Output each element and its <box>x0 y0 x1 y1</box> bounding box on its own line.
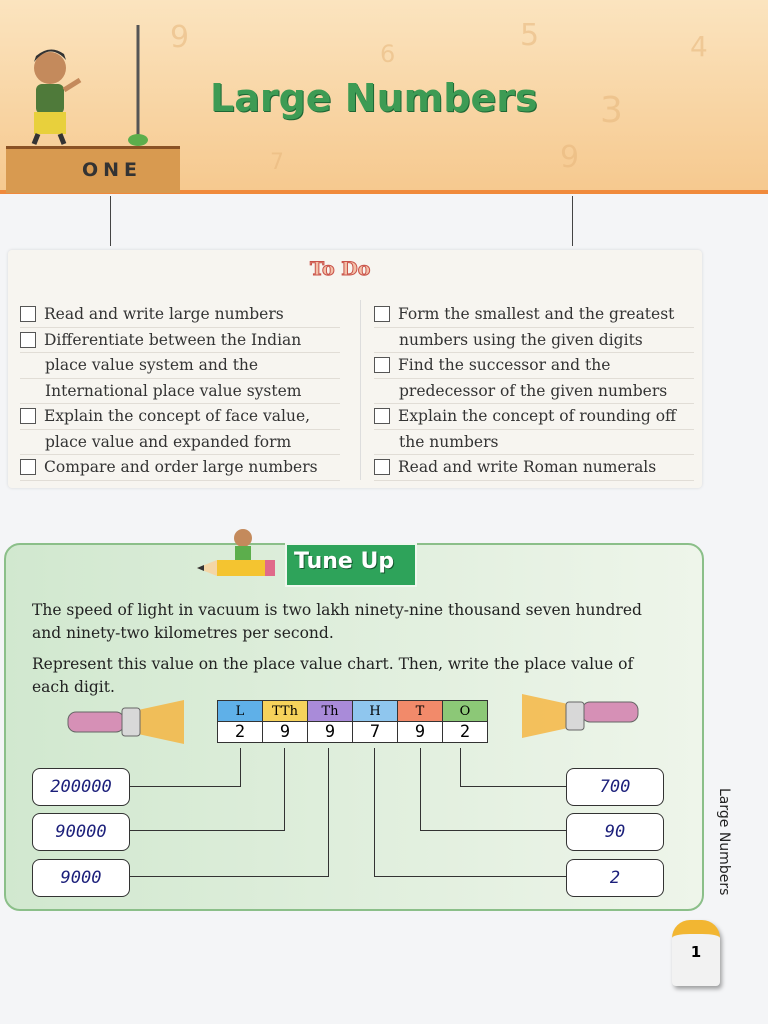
todo-item-continuation <box>374 328 694 354</box>
pencil-rider-illustration <box>195 524 280 584</box>
checkbox[interactable] <box>374 459 390 475</box>
header-lakh: L <box>218 701 263 722</box>
checkbox[interactable] <box>20 332 36 348</box>
doodle-digit: 7 <box>270 150 284 175</box>
checkbox[interactable] <box>20 459 36 475</box>
todo-item-text: Read and write large numbers <box>44 305 284 323</box>
todo-item-continuation <box>20 353 340 379</box>
digit-cell[interactable]: 9 <box>263 722 308 743</box>
answer-box-thousands[interactable]: 9000 <box>32 859 130 897</box>
header-hundreds: H <box>353 701 398 722</box>
todo-item-text: the numbers <box>399 432 499 451</box>
checkbox[interactable] <box>374 306 390 322</box>
digit-cell[interactable]: 9 <box>308 722 353 743</box>
checkbox[interactable] <box>20 306 36 322</box>
connector-line <box>128 748 329 877</box>
answer-box-ones[interactable]: 2 <box>566 859 664 897</box>
todo-item-text: numbers using the given digits <box>399 330 643 349</box>
todo-right-column <box>374 302 694 481</box>
answer-box-ten-thousands[interactable]: 90000 <box>32 813 130 851</box>
chapter-title: Large Numbers <box>210 76 538 120</box>
tune-up-heading: Tune Up <box>294 549 395 574</box>
todo-item-text: Explain the concept of face value, <box>44 407 311 425</box>
connector-line <box>460 748 567 787</box>
digit-cell[interactable]: 2 <box>443 722 488 743</box>
doodle-digit: 9 <box>170 20 190 55</box>
digit-cell[interactable]: 7 <box>353 722 398 743</box>
todo-item <box>374 404 694 430</box>
todo-item <box>374 302 694 328</box>
answer-box-tens[interactable]: 90 <box>566 813 664 851</box>
digit-cell[interactable]: 2 <box>218 722 263 743</box>
checkbox[interactable] <box>20 408 36 424</box>
header-tens: T <box>398 701 443 722</box>
answer-box-lakh[interactable]: 200000 <box>32 768 130 806</box>
hanging-string <box>572 196 573 246</box>
chapter-side-label: Large Numbers <box>716 788 732 896</box>
checkbox[interactable] <box>374 408 390 424</box>
todo-item <box>20 404 340 430</box>
chart-digit-row <box>218 722 488 743</box>
todo-item-text: place value and expanded form <box>45 432 292 451</box>
todo-item-continuation <box>20 379 340 405</box>
todo-item-text: place value system and the <box>45 356 259 374</box>
todo-item-continuation <box>20 430 340 456</box>
doodle-digit: 6 <box>380 40 396 68</box>
chart-header-row <box>218 701 488 722</box>
todo-item-text: predecessor of the given numbers <box>399 381 668 400</box>
doodle-digit: 3 <box>600 90 623 131</box>
page-number: 1 <box>672 920 720 986</box>
hanging-string <box>110 196 111 246</box>
header-ten-thousands: TTh <box>263 701 308 722</box>
digit-cell[interactable]: 9 <box>398 722 443 743</box>
todo-item <box>20 455 340 481</box>
doodle-digit: 4 <box>690 30 708 63</box>
question-text: The speed of light in vacuum is two lakh ninety-nine thousand seven hundred and ninety-two kilometres per second. <box>32 601 642 642</box>
place-value-chart <box>217 700 488 743</box>
boy-illustration <box>20 20 160 150</box>
todo-item-continuation <box>374 430 694 456</box>
column-divider <box>360 300 361 480</box>
todo-item <box>374 353 694 379</box>
chapter-number: ONE <box>82 159 143 181</box>
todo-item-text: Compare and order large numbers <box>44 458 318 476</box>
todo-item <box>20 302 340 328</box>
todo-left-column <box>20 302 340 481</box>
todo-item <box>20 328 340 354</box>
todo-item-text: International place value system <box>45 381 302 400</box>
todo-item-text: Differentiate between the Indian <box>44 330 302 349</box>
doodle-digit: 5 <box>520 18 540 53</box>
todo-item-text: Find the successor and the <box>398 356 611 374</box>
todo-item-text: Read and write Roman numerals <box>398 458 657 476</box>
todo-item-continuation <box>374 379 694 405</box>
todo-item-text: Form the smallest and the greatest <box>398 305 675 323</box>
torch-icon <box>520 694 640 738</box>
todo-item <box>374 455 694 481</box>
instruction-text: Represent this value on the place value chart. Then, write the place value of each digit. <box>32 655 634 696</box>
answer-box-hundreds[interactable]: 700 <box>566 768 664 806</box>
doodle-digit: 9 <box>560 140 580 175</box>
todo-item-text: Explain the concept of rounding off <box>398 407 677 425</box>
todo-heading: To Do <box>310 258 371 280</box>
chapter-number-ribbon <box>6 146 180 193</box>
header-ones: O <box>443 701 488 722</box>
checkbox[interactable] <box>374 357 390 373</box>
header-thousands: Th <box>308 701 353 722</box>
torch-icon <box>66 700 186 744</box>
